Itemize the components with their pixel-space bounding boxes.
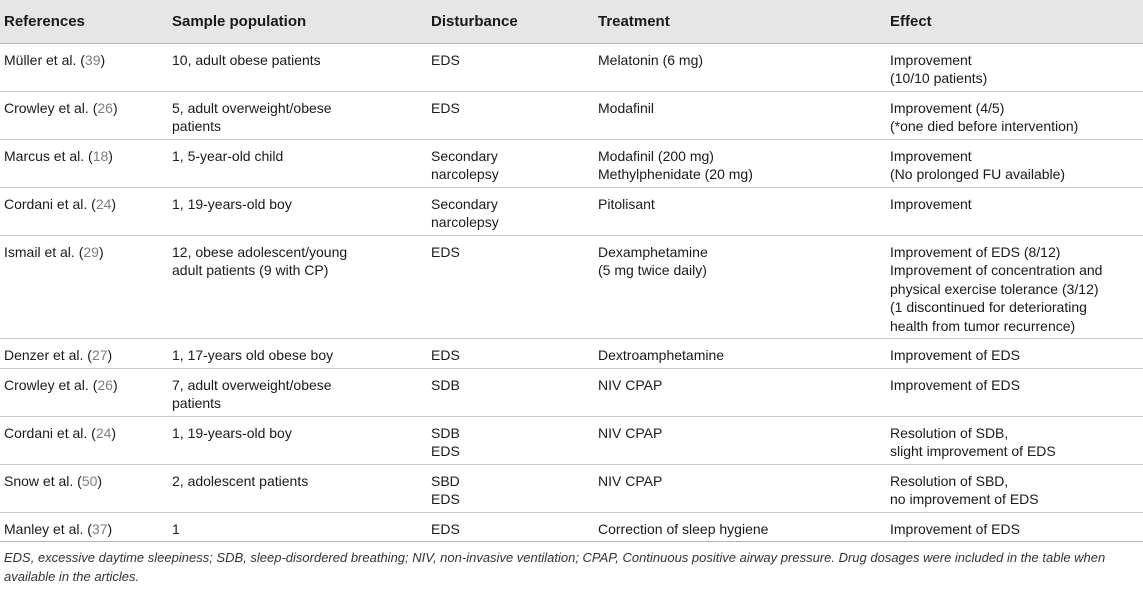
cell-line: (1 discontinued for deteriorating <box>890 299 1087 315</box>
reference-number-link[interactable]: 29 <box>83 243 99 260</box>
cell-line: Improvement of EDS <box>890 376 1020 393</box>
cell-line: Secondary <box>431 195 498 212</box>
cell-treatment <box>593 43 885 91</box>
table-row <box>0 235 1143 339</box>
cell-line: Improvement of EDS <box>890 520 1020 537</box>
cell-effect <box>885 43 1143 91</box>
cell-treatment <box>593 139 885 187</box>
cell-reference <box>0 91 167 139</box>
cell-line: Pitolisant <box>598 195 655 212</box>
cell-line: slight improvement of EDS <box>890 443 1056 459</box>
cell-line: 2, adolescent patients <box>172 472 309 489</box>
cell-disturbance <box>426 512 593 542</box>
cell-line: SBD <box>431 472 460 489</box>
cell-line: (*one died before intervention) <box>890 118 1079 134</box>
reference-author: Crowley et al. ( <box>4 99 98 116</box>
table-row <box>0 187 1143 235</box>
reference-author: Marcus et al. ( <box>4 147 93 164</box>
cell-effect <box>885 464 1143 512</box>
cell-line: 1, 17-years old obese boy <box>172 347 334 363</box>
cell-treatment <box>593 91 885 139</box>
cell-line: Modafinil (200 mg) <box>598 147 714 164</box>
cell-effect <box>885 139 1143 187</box>
reference-close-paren: ) <box>100 51 106 68</box>
table-row <box>0 139 1143 187</box>
cell-reference <box>0 235 167 339</box>
cell-disturbance <box>426 187 593 235</box>
cell-sample-population <box>167 368 426 416</box>
cell-line: SDB <box>431 376 460 393</box>
cell-disturbance <box>426 139 593 187</box>
cell-line: EDS <box>431 99 460 116</box>
cell-line: 1, 5-year-old child <box>172 147 284 164</box>
header-sample-population: Sample population <box>167 0 426 43</box>
reference-author: Ismail et al. ( <box>4 243 84 260</box>
cell-line: 7, adult overweight/obese <box>172 376 332 393</box>
cell-line: Modafinil <box>598 99 655 116</box>
header-row <box>0 0 1143 43</box>
table-body <box>0 43 1143 542</box>
cell-line: physical exercise tolerance (3/12) <box>890 280 1099 297</box>
reference-author: Cordani et al. ( <box>4 195 96 212</box>
cell-sample-population <box>167 339 426 369</box>
cell-sample-population <box>167 139 426 187</box>
table-footnote: EDS, excessive daytime sleepiness; SDB, sleep-disordered breathing; NIV, non-invasive ventilation; CPAP, Continuous positive airway pressure. Drug dosages were included in the table when available in the articles. <box>4 550 1106 584</box>
cell-disturbance <box>426 416 593 464</box>
cell-sample-population <box>167 464 426 512</box>
cell-effect <box>885 339 1143 369</box>
cell-line: Secondary <box>431 147 498 164</box>
cell-line: Improvement of EDS (8/12) <box>890 243 1061 260</box>
cell-line: Dextroamphetamine <box>598 347 725 363</box>
cell-line: NIV CPAP <box>598 424 663 441</box>
reference-author: Manley et al. ( <box>4 520 92 537</box>
cell-line: adult patients (9 with CP) <box>172 262 329 278</box>
cell-effect <box>885 416 1143 464</box>
reference-author: Müller et al. ( <box>4 51 85 68</box>
reference-author: Denzer et al. ( <box>4 347 92 363</box>
cell-line: EDS <box>431 347 460 363</box>
cell-line: Improvement <box>890 147 972 164</box>
cell-line: narcolepsy <box>431 166 499 182</box>
cell-sample-population <box>167 512 426 542</box>
cell-reference <box>0 512 167 542</box>
reference-number-link[interactable]: 26 <box>97 376 113 393</box>
cell-line: 1, 19-years-old boy <box>172 195 292 212</box>
cell-sample-population <box>167 416 426 464</box>
cell-line: Improvement <box>890 195 972 212</box>
cell-line: Resolution of SDB, <box>890 424 1009 441</box>
cell-reference <box>0 187 167 235</box>
reference-author: Crowley et al. ( <box>4 376 98 393</box>
cell-line: narcolepsy <box>431 214 499 230</box>
cell-line: patients <box>172 395 222 411</box>
cell-effect <box>885 235 1143 339</box>
reference-close-paren: ) <box>98 243 104 260</box>
table-row <box>0 512 1143 542</box>
cell-treatment <box>593 235 885 339</box>
reference-number-link[interactable]: 39 <box>84 51 101 68</box>
reference-close-paren: ) <box>111 424 117 441</box>
cell-line: 10, adult obese patients <box>172 51 321 68</box>
cell-disturbance <box>426 339 593 369</box>
reference-close-paren: ) <box>107 347 113 363</box>
cell-disturbance <box>426 43 593 91</box>
cell-sample-population <box>167 187 426 235</box>
header-effect: Effect <box>885 0 1143 43</box>
reference-close-paren: ) <box>108 147 113 164</box>
cell-line: NIV CPAP <box>598 376 663 393</box>
cell-line: EDS <box>431 491 460 507</box>
cell-treatment <box>593 464 885 512</box>
cell-line: no improvement of EDS <box>890 491 1039 507</box>
cell-reference <box>0 464 167 512</box>
cell-line: (5 mg twice daily) <box>598 262 707 278</box>
reference-number-link[interactable]: 27 <box>91 347 108 363</box>
cell-treatment <box>593 416 885 464</box>
table-row <box>0 416 1143 464</box>
reference-close-paren: ) <box>112 99 118 116</box>
reference-author: Cordani et al. ( <box>4 424 96 441</box>
cell-line: EDS <box>431 243 460 260</box>
cell-line: (No prolonged FU available) <box>890 166 1066 182</box>
cell-disturbance <box>426 235 593 339</box>
cell-disturbance <box>426 368 593 416</box>
cell-treatment <box>593 339 885 369</box>
cell-line: Resolution of SBD, <box>890 472 1009 489</box>
reference-number-link[interactable]: 18 <box>92 147 109 164</box>
cell-disturbance <box>426 464 593 512</box>
reference-number-link[interactable]: 24 <box>95 195 112 212</box>
cell-line: Dexamphetamine <box>598 243 708 260</box>
cell-sample-population <box>167 91 426 139</box>
cell-line: EDS <box>431 443 460 459</box>
cell-effect <box>885 91 1143 139</box>
cell-line: 1, 19-years-old boy <box>172 424 292 441</box>
header-references: References <box>0 0 167 43</box>
cell-reference <box>0 139 167 187</box>
cell-treatment <box>593 187 885 235</box>
cell-line: Improvement of concentration and <box>890 262 1103 278</box>
reference-close-paren: ) <box>111 195 117 212</box>
cell-treatment <box>593 512 885 542</box>
table-header <box>0 0 1143 43</box>
cell-line: health from tumor recurrence) <box>890 317 1076 334</box>
cell-line: EDS <box>431 51 460 68</box>
cell-disturbance <box>426 91 593 139</box>
cell-line: Correction of sleep hygiene <box>598 520 769 537</box>
header-disturbance: Disturbance <box>426 0 593 43</box>
reference-number-link[interactable]: 37 <box>91 520 108 537</box>
cell-effect <box>885 512 1143 542</box>
cell-effect <box>885 368 1143 416</box>
cell-line: patients <box>172 118 222 134</box>
cell-reference <box>0 339 167 369</box>
reference-close-paren: ) <box>112 376 118 393</box>
table-row <box>0 339 1143 369</box>
cell-line: 5, adult overweight/obese <box>172 99 332 116</box>
cell-effect <box>885 187 1143 235</box>
cell-treatment <box>593 368 885 416</box>
cell-line: Melatonin (6 mg) <box>598 51 704 68</box>
cell-reference <box>0 416 167 464</box>
cell-reference <box>0 43 167 91</box>
cell-line: (10/10 patients) <box>890 70 988 86</box>
cell-sample-population <box>167 235 426 339</box>
cell-line: NIV CPAP <box>598 472 663 489</box>
reference-close-paren: ) <box>97 472 103 489</box>
cell-line: 1 <box>172 520 180 537</box>
header-treatment: Treatment <box>593 0 885 43</box>
table-row <box>0 43 1143 91</box>
cell-line: Improvement (4/5) <box>890 99 1005 116</box>
table-row <box>0 91 1143 139</box>
table-row <box>0 464 1143 512</box>
cell-line: Improvement of EDS <box>890 347 1020 363</box>
cell-reference <box>0 368 167 416</box>
reference-number-link[interactable]: 26 <box>97 99 113 116</box>
cell-sample-population <box>167 43 426 91</box>
reference-close-paren: ) <box>107 520 113 537</box>
reference-author: Snow et al. ( <box>4 472 82 489</box>
cell-line: EDS <box>431 520 460 537</box>
cell-line: Improvement <box>890 51 972 68</box>
cell-line: 12, obese adolescent/young <box>172 243 348 260</box>
cell-line: Methylphenidate (20 mg) <box>598 166 753 182</box>
reference-number-link[interactable]: 24 <box>95 424 112 441</box>
reference-number-link[interactable]: 50 <box>81 472 98 489</box>
cell-line: SDB <box>431 424 460 441</box>
table-row <box>0 368 1143 416</box>
